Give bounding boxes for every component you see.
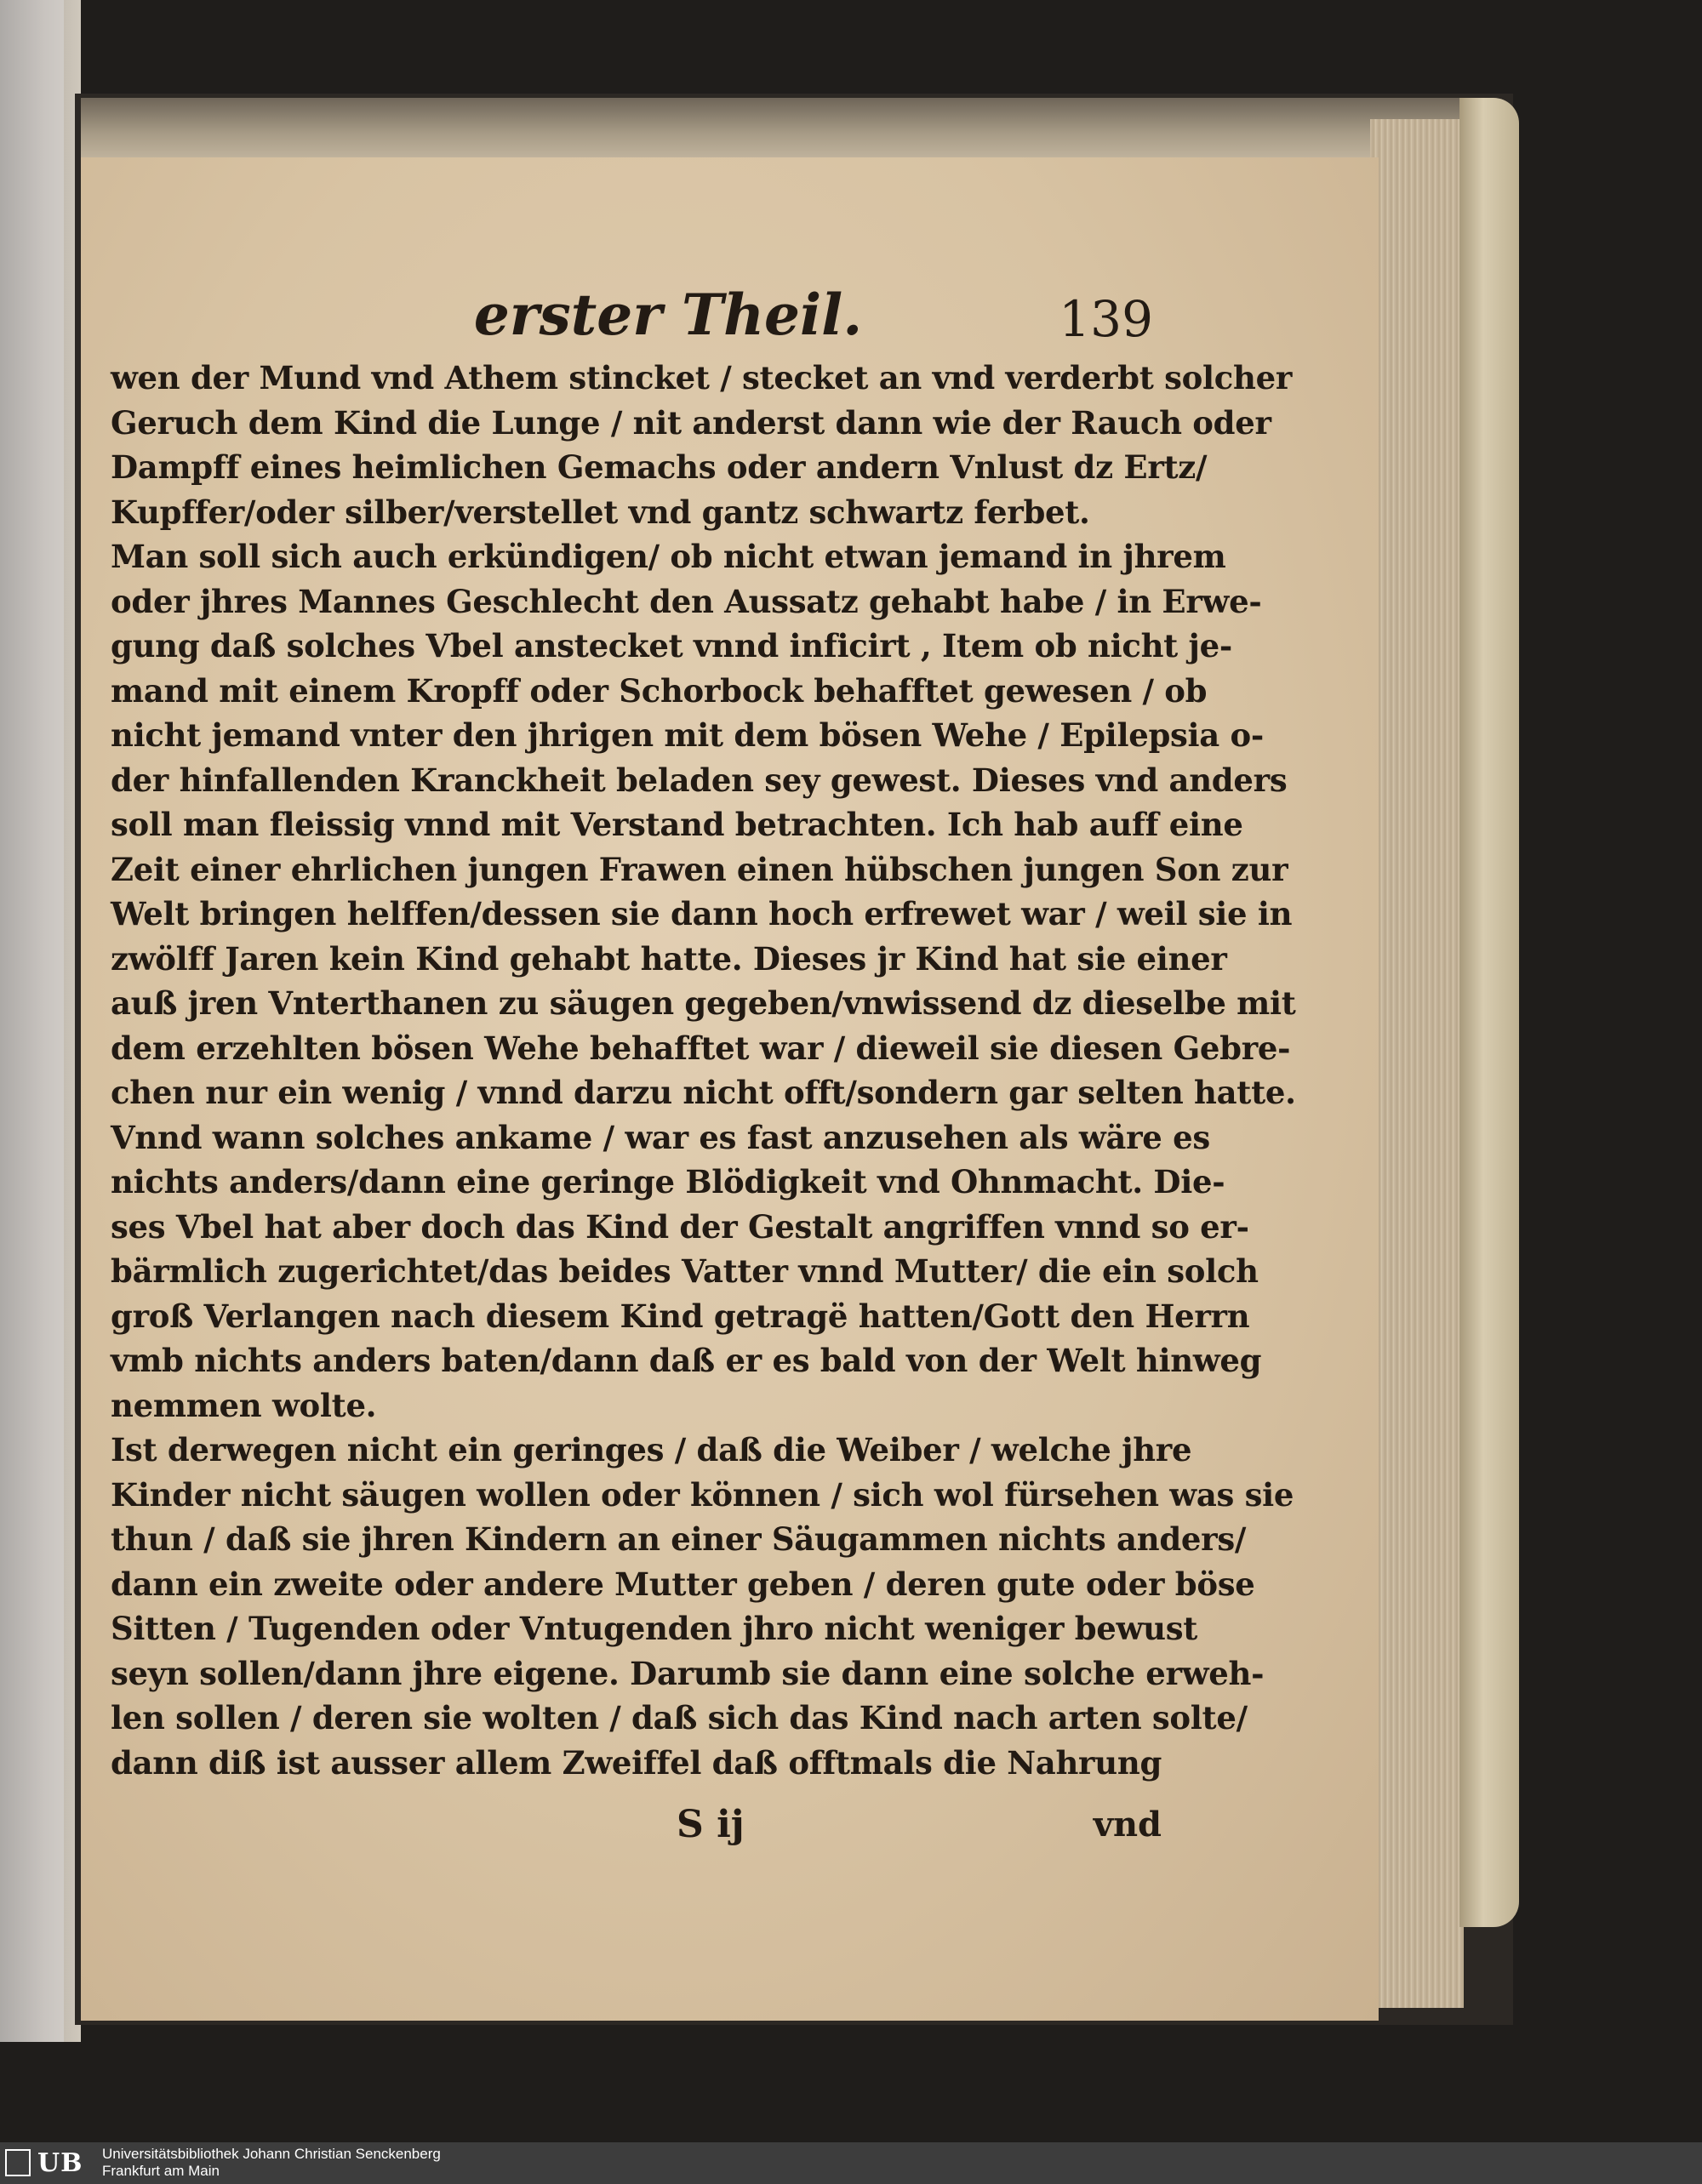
logo-frame-icon [5, 2149, 31, 2176]
text-line: soll man fleissig vnnd mit Verstand betrachten. Ich hab auff eine [111, 806, 1243, 843]
footer-bar [0, 2142, 1702, 2184]
text-line: chen nur ein wenig / vnnd darzu nicht offt/sondern gar selten hatte. [111, 1074, 1296, 1111]
book-cover-edge [1459, 98, 1519, 1927]
text-line: Sitten / Tugenden oder Vntugenden jhro nicht weniger bewust [111, 1610, 1198, 1647]
text-line: ses Vbel hat aber doch das Kind der Gestalt angriffen vnnd so er- [111, 1207, 1249, 1246]
text-line: thun / daß sie jhren Kindern an einer Säugammen nichts anders/ [111, 1520, 1247, 1558]
footer-line-2: Frankfurt am Main [102, 2163, 220, 2179]
text-line: groß Verlangen nach diesem Kind getragë hatten/Gott den Herrn [111, 1297, 1250, 1335]
text-line: Dampff eines heimlichen Gemachs oder andern Vnlust dz Ertz/ [111, 448, 1208, 486]
library-logo [5, 2147, 90, 2179]
text-line: der hinfallenden Kranckheit beladen sey gewest. Dieses vnd anders [111, 761, 1288, 799]
text-line: dann diß ist ausser allem Zweiffel daß offtmals die Nahrung [111, 1743, 1162, 1782]
text-line: wen der Mund vnd Athem stincket / stecket an vnd verderbt solcher [111, 359, 1293, 396]
footer-text [102, 2146, 783, 2180]
book-page-stack [1370, 119, 1464, 2008]
running-head: erster Theil. [473, 282, 863, 348]
catchword: vnd [1093, 1805, 1162, 1845]
text-line: vmb nichts anders baten/dann daß er es bald von der Welt hinweg [111, 1342, 1262, 1379]
text-line: Ist derwegen nicht ein geringes / daß die Weiber / welche jhre [111, 1431, 1192, 1468]
text-line: auß jren Vnterthanen zu säugen gegeben/vnwissend dz dieselbe mit [111, 984, 1296, 1022]
text-line: oder jhres Mannes Geschlecht den Aussatz gehabt habe / in Erwe- [111, 582, 1262, 620]
book-page [81, 157, 1379, 2021]
text-line: dem erzehlten bösen Wehe behafftet war / dieweil sie diesen Gebre- [111, 1029, 1291, 1067]
logo-text: UB [37, 2148, 83, 2178]
text-line: Kupffer/oder silber/verstellet vnd gantz schwartz ferbet. [111, 493, 1090, 531]
text-line: Welt bringen helffen/dessen sie dann hoch erfrewet war / weil sie in [111, 895, 1293, 932]
page-number: 139 [1059, 290, 1153, 348]
text-line: seyn sollen/dann jhre eigene. Darumb sie dann eine solche erweh- [111, 1654, 1265, 1692]
body-text [111, 356, 1296, 1785]
text-line: Geruch dem Kind die Lunge / nit anderst dann wie der Rauch oder [111, 403, 1271, 442]
text-line: gung daß solches Vbel anstecket vnnd inficirt , Item ob nicht je- [111, 627, 1232, 664]
book-top-edge [81, 98, 1459, 157]
text-line: Vnnd wann solches ankame / war es fast anzusehen als wäre es [111, 1118, 1210, 1156]
text-line: Kinder nicht säugen wollen oder können / sich wol fürsehen was sie [111, 1475, 1294, 1514]
text-line: nichts anders/dann eine geringe Blödigkeit vnd Ohnmacht. Die- [111, 1163, 1225, 1200]
footer-line-1: Universitätsbibliothek Johann Christian Senckenberg [102, 2146, 441, 2162]
text-line: dann ein zweite oder andere Mutter geben / deren gute oder böse [111, 1565, 1255, 1603]
text-line: Zeit einer ehrlichen jungen Frawen einen hübschen jungen Son zur [111, 850, 1288, 888]
text-line: mand mit einem Kropff oder Schorbock behafftet gewesen / ob [111, 671, 1208, 710]
text-line: zwölff Jaren kein Kind gehabt hatte. Dieses jr Kind hat sie einer [111, 939, 1227, 978]
text-line: nemmen wolte. [111, 1386, 377, 1424]
glass-plate-overlay [0, 0, 64, 2042]
text-line: len sollen / deren sie wolten / daß sich das Kind nach arten solte/ [111, 1699, 1248, 1736]
text-line: bärmlich zugerichtet/das beides Vatter vnnd Mutter/ die ein solch [111, 1252, 1259, 1290]
text-line: Man soll sich auch erkündigen/ ob nicht etwan jemand in jhrem [111, 538, 1226, 575]
signature-mark: S ij [677, 1803, 745, 1846]
text-line: nicht jemand vnter den jhrigen mit dem bösen Wehe / Epilepsia o- [111, 716, 1264, 754]
